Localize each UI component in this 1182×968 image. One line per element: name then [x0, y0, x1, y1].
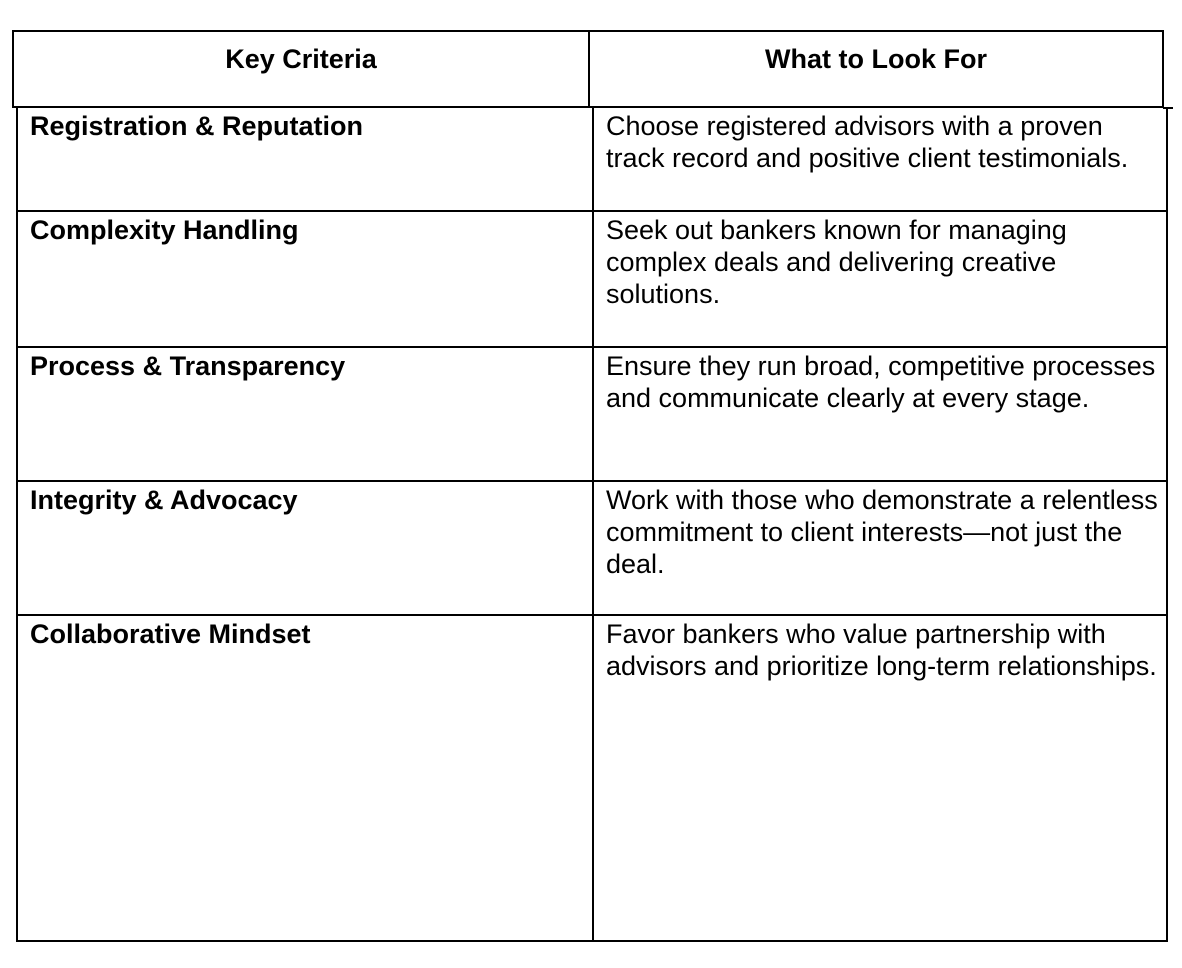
look-for-cell: Seek out bankers known for managing complex deals and delivering creative solutions.	[606, 215, 1067, 309]
look-for-cell: Favor bankers who value partnership with advisors and prioritize long-term relationships.	[606, 619, 1157, 681]
criteria-cell: Integrity & Advocacy	[18, 482, 594, 614]
look-for-cell: Work with those who demonstrate a relentless commitment to client interests—not just the deal.	[606, 485, 1158, 579]
column-header-key-criteria: Key Criteria	[14, 32, 590, 106]
criteria-cell: Complexity Handling	[18, 212, 594, 346]
criteria-cell: Collaborative Mindset	[18, 616, 594, 940]
criteria-cell: Registration & Reputation	[18, 108, 594, 210]
table-header-row	[12, 30, 1164, 108]
table-row	[18, 616, 1166, 940]
look-for-cell: Ensure they run broad, competitive processes and communicate clearly at every stage.	[606, 351, 1156, 413]
table-row	[18, 212, 1166, 348]
column-header-what-to-look-for: What to Look For	[765, 44, 987, 74]
table-row	[18, 348, 1166, 482]
criteria-table	[16, 108, 1168, 942]
table-row	[18, 482, 1166, 616]
criteria-cell: Process & Transparency	[18, 348, 594, 480]
table-row	[18, 108, 1166, 212]
look-for-cell: Choose registered advisors with a proven track record and positive client testimonials.	[606, 111, 1129, 173]
